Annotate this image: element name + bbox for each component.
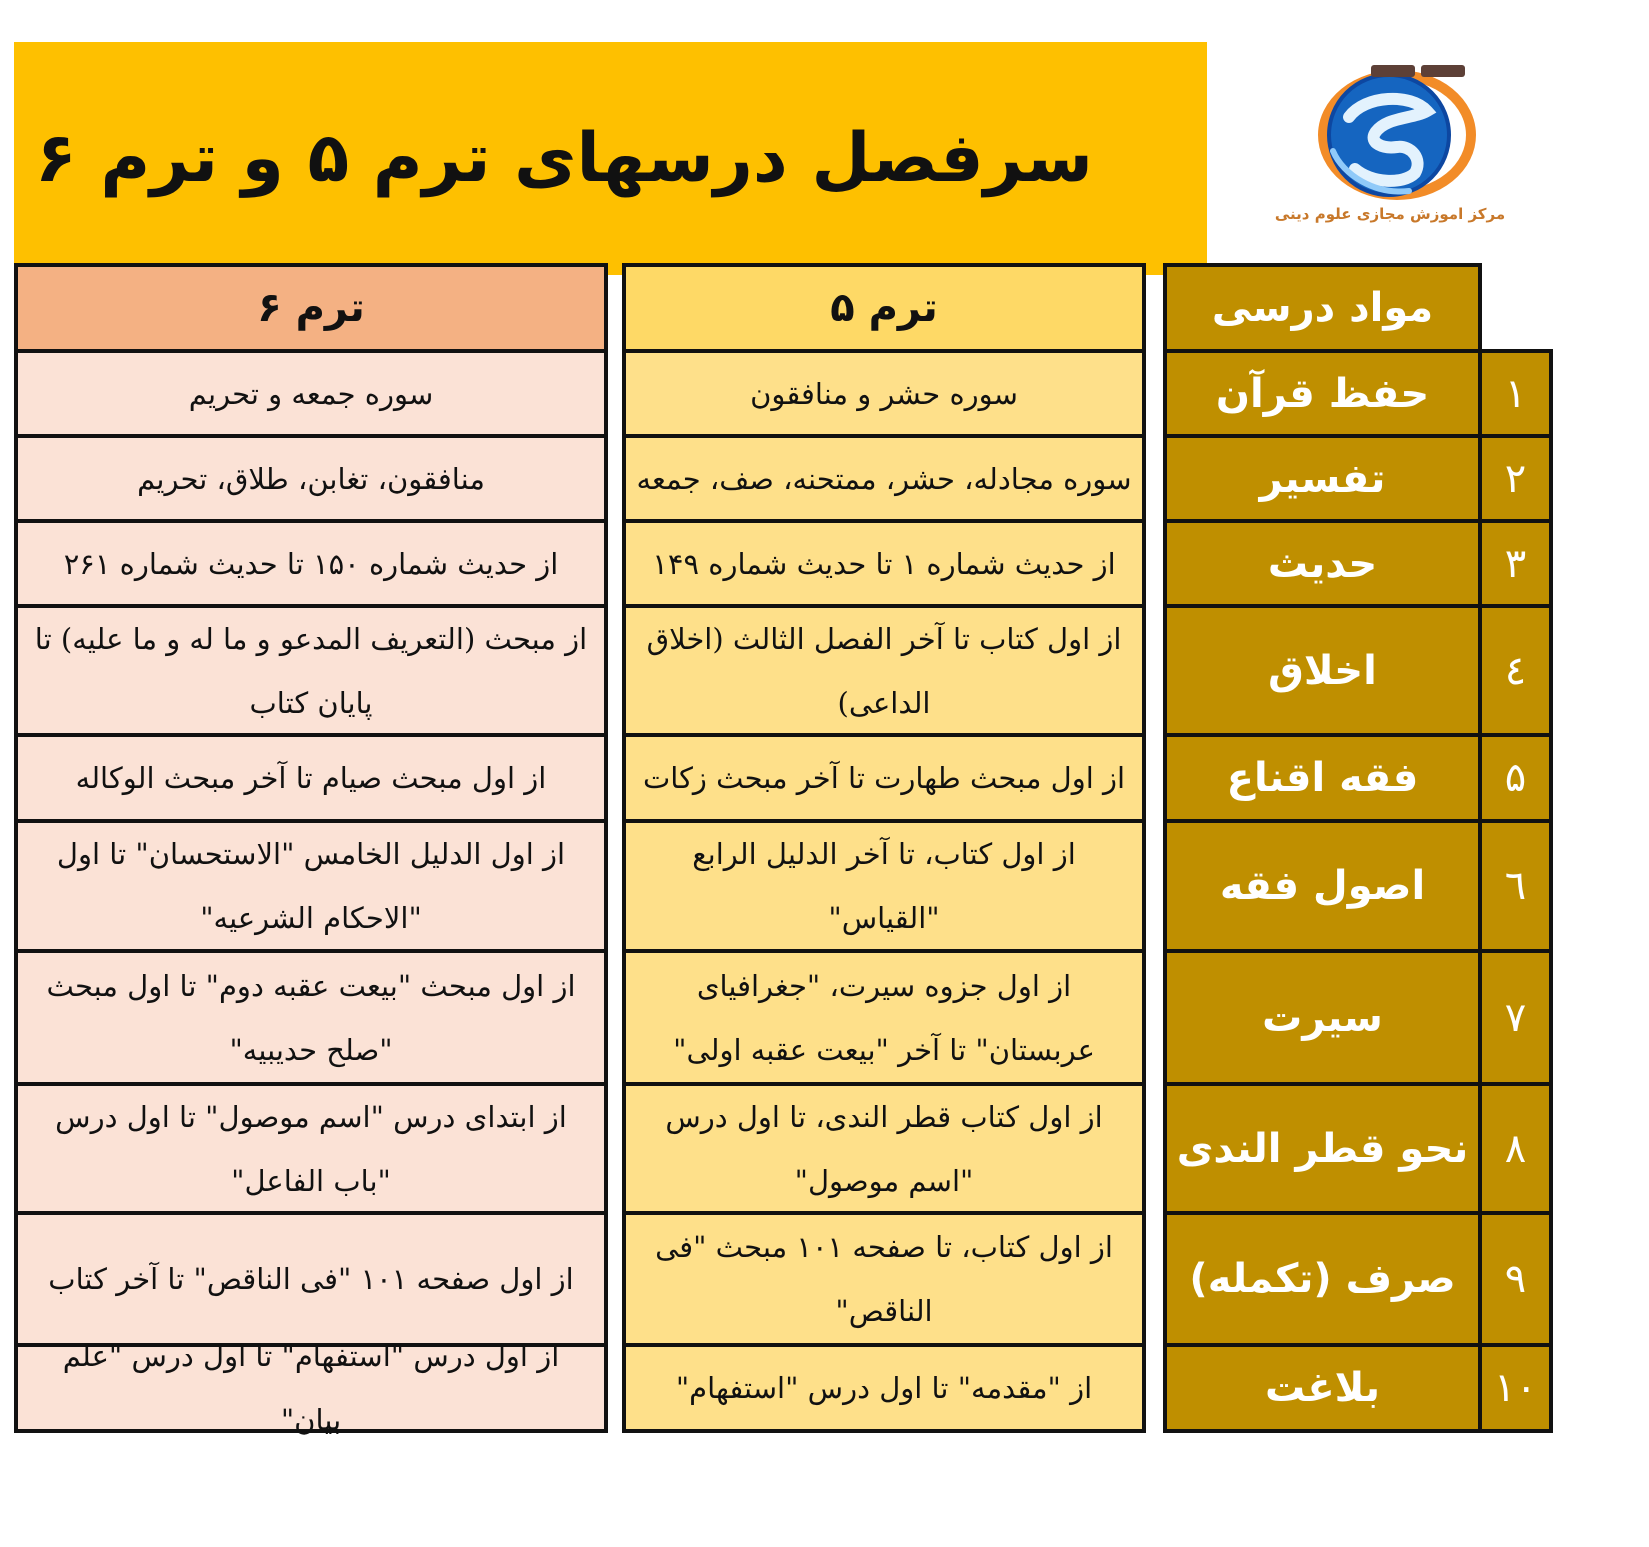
term5-cell: سوره مجادله، حشر، ممتحنه، صف، جمعه: [622, 434, 1146, 523]
term6-cell: از حدیث شماره ۱۵۰ تا حدیث شماره ۲۶۱: [14, 519, 608, 608]
term5-cell: از اول کتاب، تا آخر الدلیل الرابع "القیاس": [622, 819, 1146, 953]
page-title: سرفصل درسهای ترم ۵ و ترم ۶: [35, 119, 1093, 198]
subject-cell: حفظ قرآن: [1163, 349, 1482, 438]
row-number: ۵: [1478, 733, 1553, 823]
row-number: ۳: [1478, 519, 1553, 608]
subject-cell: اصول فقه: [1163, 819, 1482, 953]
term6-cell: منافقون، تغابن، طلاق، تحریم: [14, 434, 608, 523]
row-number: ۹: [1478, 1211, 1553, 1347]
subjects-header: مواد درسی: [1163, 263, 1482, 353]
subject-cell: حدیث: [1163, 519, 1482, 608]
term5-cell: از اول مبحث طهارت تا آخر مبحث زکات: [622, 733, 1146, 823]
term6-cell: از اول مبحث "بیعت عقبه دوم" تا اول مبحث "صلح حدیبیه": [14, 949, 608, 1086]
logo-caption: مرکز اموزش مجازی علوم دینی: [1274, 205, 1506, 223]
term6-cell: سوره جمعه و تحریم: [14, 349, 608, 438]
row-number: ۷: [1478, 949, 1553, 1086]
row-number: ٦: [1478, 819, 1553, 953]
term6-cell: از اول مبحث صیام تا آخر مبحث الوکاله: [14, 733, 608, 823]
row-number: ۲: [1478, 434, 1553, 523]
row-number: ٤: [1478, 604, 1553, 737]
term5-cell: از "مقدمه" تا اول درس "استفهام": [622, 1343, 1146, 1433]
term6-cell: از اول الدلیل الخامس "الاستحسان" تا اول "الاحکام الشرعیه": [14, 819, 608, 953]
subject-cell: نحو قطر الندی: [1163, 1082, 1482, 1215]
term5-cell: از اول جزوه سیرت، "جغرافیای عربستان" تا آخر "بیعت عقبه اولی": [622, 949, 1146, 1086]
term5-cell: از اول کتاب قطر الندی، تا اول درس "اسم موصول": [622, 1082, 1146, 1215]
row-number: ۱: [1478, 349, 1553, 438]
subject-cell: فقه اقناع: [1163, 733, 1482, 823]
subject-cell: اخلاق: [1163, 604, 1482, 737]
term6-cell: از اول صفحه ۱۰۱ "فی الناقص" تا آخر کتاب: [14, 1211, 608, 1347]
term5-cell: سوره حشر و منافقون: [622, 349, 1146, 438]
row-number: ۸: [1478, 1082, 1553, 1215]
subject-cell: سیرت: [1163, 949, 1482, 1086]
subject-cell: بلاغت: [1163, 1343, 1482, 1433]
term5-cell: از اول کتاب، تا صفحه ۱۰۱ مبحث "فی الناقص": [622, 1211, 1146, 1347]
subject-cell: تفسیر: [1163, 434, 1482, 523]
row-number: ۱۰: [1478, 1343, 1553, 1433]
term6-cell: از اول درس "استفهام" تا اول درس "علم بیان": [14, 1343, 608, 1433]
term5-header: ترم ۵: [622, 263, 1146, 353]
term5-cell: از اول کتاب تا آخر الفصل الثالث (اخلاق الداعی): [622, 604, 1146, 737]
term6-header: ترم ۶: [14, 263, 608, 353]
term5-cell: از حدیث شماره ۱ تا حدیث شماره ۱۴۹: [622, 519, 1146, 608]
term6-cell: از ابتدای درس "اسم موصول" تا اول درس "باب الفاعل": [14, 1082, 608, 1215]
term6-cell: از مبحث (التعریف المدعو و ما له و ما علیه) تا پایان کتاب: [14, 604, 608, 737]
subject-cell: صرف (تکمله): [1163, 1211, 1482, 1347]
